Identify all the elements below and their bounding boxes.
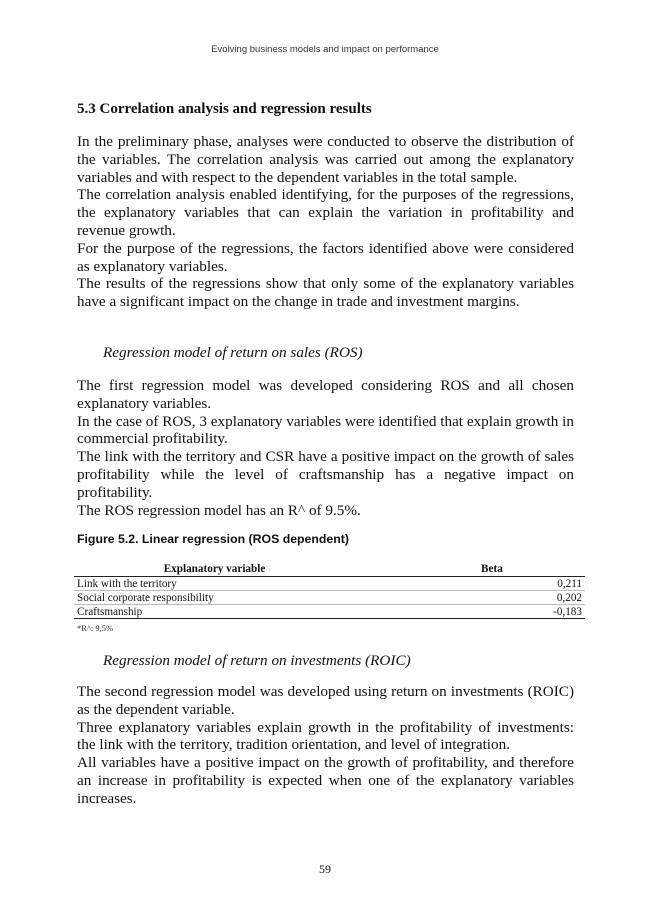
variable-cell: Social corporate responsibility (74, 591, 355, 605)
paragraph: The second regression model was developed using return on investments (ROIC) as the dependent variable. (77, 683, 574, 718)
ros-subheading: Regression model of return on sales (ROS) (103, 344, 363, 361)
table-note: *R^: 9,5% (77, 623, 114, 633)
paragraph: The results of the regressions show that only some of the explanatory variables have a significant impact on the change in trade and investment margins. (77, 275, 574, 311)
section-title: 5.3 Correlation analysis and regression results (77, 101, 372, 117)
column-header-variable: Explanatory variable (74, 562, 355, 577)
paragraph: The link with the territory and CSR have a positive impact on the growth of sales profitability while the level of craftsmanship has a negative impact on profitability. (77, 448, 574, 501)
beta-cell: -0,183 (355, 605, 585, 619)
regression-table (74, 562, 585, 619)
paragraph: The ROS regression model has an R^ of 9.5%. (77, 501, 361, 519)
ros-text (77, 377, 574, 519)
paragraph: The first regression model was developed considering ROS and all chosen explanatory variables. (77, 377, 574, 412)
roic-subheading: Regression model of return on investments (ROIC) (103, 652, 411, 669)
paragraph: Three explanatory variables explain growth in the profitability of investments: the link with the territory, tradition orientation, and level of integration. (77, 718, 574, 754)
running-header: Evolving business models and impact on performance (211, 44, 439, 55)
intro-text (77, 133, 574, 311)
roic-text (77, 683, 574, 808)
table-header-row (74, 562, 585, 577)
column-header-beta: Beta (355, 562, 585, 577)
table-row (74, 577, 585, 591)
table-row (74, 591, 585, 605)
paragraph: For the purpose of the regressions, the factors identified above were considered as explanatory variables. (77, 239, 574, 275)
variable-cell: Craftsmanship (74, 605, 355, 619)
beta-cell: 0,211 (355, 577, 585, 591)
variable-cell: Link with the territory (74, 577, 355, 591)
beta-cell: 0,202 (355, 591, 585, 605)
paragraph: In the preliminary phase, analyses were conducted to observe the distribution of the variables. The correlation analysis was carried out among the explanatory variables and with respect to the dependent variables in the total sample. (77, 133, 574, 186)
paragraph: The correlation analysis enabled identifying, for the purposes of the regressions, the explanatory variables that can explain the variation in profitability and revenue growth. (77, 186, 574, 239)
page-number: 59 (319, 862, 331, 876)
paragraph: All variables have a positive impact on the growth of profitability, and therefore an increase in profitability is expected when one of the explanatory variables increases. (77, 754, 574, 807)
paragraph: In the case of ROS, 3 explanatory variables were identified that explain growth in commercial profitability. (77, 412, 574, 448)
table-row (74, 605, 585, 619)
figure-title: Figure 5.2. Linear regression (ROS dependent) (77, 532, 349, 546)
